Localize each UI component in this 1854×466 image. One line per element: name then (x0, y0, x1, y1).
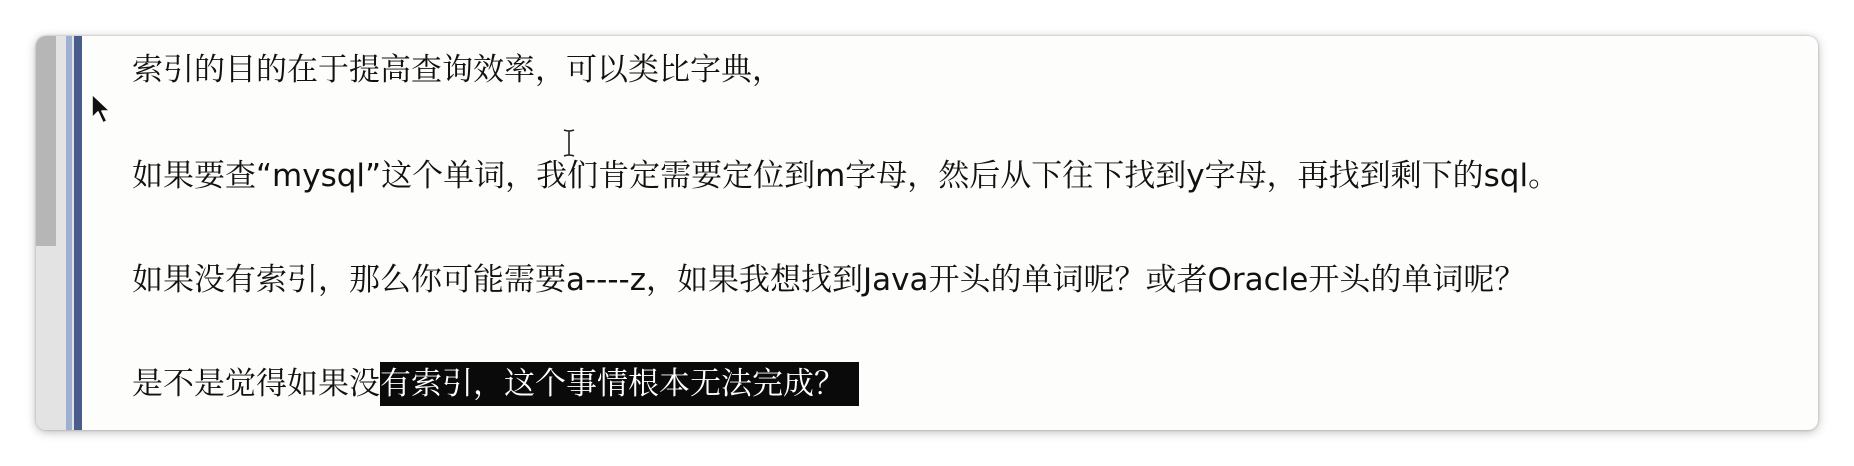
text-unselected[interactable]: 是不是觉得如果没 (132, 366, 380, 402)
text-line[interactable]: 索引的目的在于提高查询效率，可以类比字典， (132, 52, 783, 88)
gutter-rule-light (66, 36, 72, 430)
text-editor-window (36, 36, 1818, 430)
text-line[interactable] (132, 362, 859, 406)
editor-gutter (36, 36, 82, 430)
arrow-cursor-icon (90, 92, 112, 126)
ibeam-cursor-icon (562, 128, 576, 158)
text-selection[interactable]: 有索引，这个事情根本无法完成？ (380, 362, 859, 406)
editor-text-area[interactable] (94, 36, 1818, 430)
text-line[interactable]: 如果要查“mysql”这个单词，我们肯定需要定位到m字母，然后从下往下找到y字母，再找到剩下的sql。 (132, 158, 1560, 194)
gutter-rule-dark (74, 36, 82, 430)
text-line[interactable]: 如果没有索引，那么你可能需要a----z，如果我想找到Java开头的单词呢？或者Oracle开头的单词呢？ (132, 262, 1526, 298)
vertical-scrollbar-thumb[interactable] (36, 36, 56, 246)
